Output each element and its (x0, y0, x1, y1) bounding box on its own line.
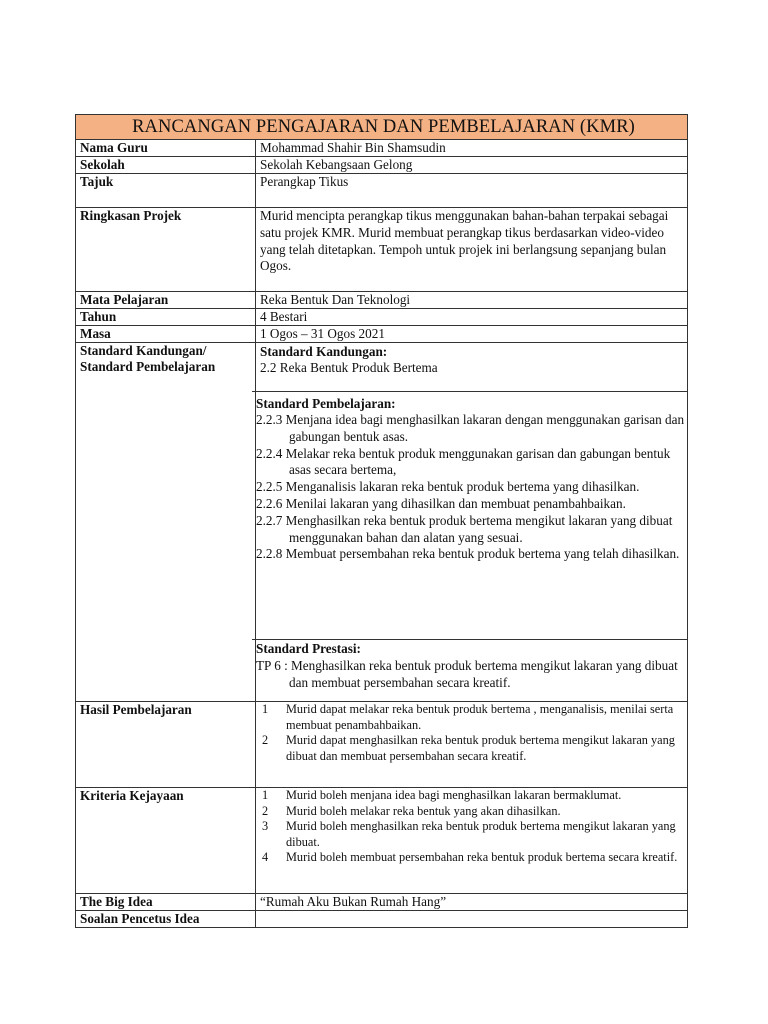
kriteria-list (256, 788, 688, 894)
pembelajaran-item: 2.2.4 Melakar reka bentuk produk menggunakan garisan dan gabungan bentuk asas secara bertema, (256, 445, 671, 478)
kandungan-heading: Standard Kandungan: (260, 344, 388, 359)
standard-pembelajaran (252, 391, 687, 639)
row-soalan (76, 911, 688, 928)
hasil-item (262, 733, 687, 764)
standard-kandungan (256, 343, 687, 391)
kriteria-item-number: 4 (262, 850, 269, 865)
label-standard-line1: Standard Kandungan/ (80, 343, 207, 358)
kriteria-item-text: Murid boleh menjana idea bagi menghasilkan lakaran bermaklumat. (286, 788, 622, 802)
kriteria-item-text: Murid boleh melakar reka bentuk yang akan dihasilkan. (286, 803, 561, 818)
pembelajaran-item: 2.2.3 Menjana idea bagi menghasilkan lakaran dengan menggunakan garisan dan gabungan bentuk asas. (256, 412, 685, 444)
row-standard (76, 343, 688, 702)
kandungan-item: 2.2 Reka Bentuk Produk Bertema (260, 360, 438, 375)
value-big-idea: “Rumah Aku Bukan Rumah Hang” (256, 894, 688, 911)
pembelajaran-item: 2.2.5 Menganalisis lakaran reka bentuk produk bertema yang dihasilkan. (256, 479, 640, 495)
hasil-item-text: Murid dapat melakar reka bentuk produk bertema , menganalisis, menilai serta membuat penambahbaikan. (286, 702, 674, 732)
hasil-list (256, 702, 688, 788)
label-kriteria: Kriteria Kejayaan (76, 788, 256, 894)
label-mata-pelajaran: Mata Pelajaran (76, 292, 256, 309)
label-standard-line2: Standard Pembelajaran (80, 359, 216, 374)
row-tahun (76, 309, 688, 326)
pembelajaran-item: 2.2.6 Menilai lakaran yang dihasilkan dan membuat penambahbaikan. (256, 495, 626, 511)
label-big-idea: The Big Idea (76, 894, 256, 911)
label-sekolah: Sekolah (76, 157, 256, 174)
document-title: RANCANGAN PENGAJARAN DAN PEMBELAJARAN (KMR) (76, 115, 688, 140)
label-ringkasan: Ringkasan Projek (76, 208, 256, 292)
prestasi-heading: Standard Prestasi: (256, 641, 361, 656)
title-row (76, 115, 688, 140)
label-standard (76, 343, 256, 702)
kriteria-item (262, 804, 687, 820)
pembelajaran-item: 2.2.8 Membuat persembahan reka bentuk produk bertema yang telah dihasilkan. (256, 546, 680, 562)
kriteria-item-number: 3 (262, 819, 269, 834)
label-tahun: Tahun (76, 309, 256, 326)
hasil-item-text: Murid dapat menghasilkan reka bentuk produk bertema mengikut lakaran yang dibuat dan membuat persembahan secara kreatif. (286, 733, 675, 763)
row-kriteria (76, 788, 688, 894)
standard-prestasi (252, 639, 687, 701)
hasil-item-number: 2 (262, 733, 269, 748)
kriteria-item-number: 1 (262, 788, 269, 802)
row-ringkasan (76, 208, 688, 292)
kriteria-item-text: Murid boleh menghasilkan reka bentuk produk bertema mengikut lakaran yang dibuat. (286, 819, 676, 849)
pembelajaran-heading: Standard Pembelajaran: (256, 396, 396, 411)
row-hasil (76, 702, 688, 788)
value-ringkasan: Murid mencipta perangkap tikus menggunakan bahan-bahan terpakai sebagai satu projek KMR. Murid membuat perangkap tikus berdasarkan video-video yang telah ditetapkan. Tempoh untuk projek ini berlangsung sepanjang bulan Ogos. (256, 208, 688, 292)
row-nama-guru (76, 140, 688, 157)
value-sekolah: Sekolah Kebangsaan Gelong (256, 157, 688, 174)
row-big-idea (76, 894, 688, 911)
lesson-plan-table (75, 114, 688, 928)
prestasi-item: TP 6 : Menghasilkan reka bentuk produk bertema mengikut lakaran yang dibuat dan membuat persembahan secara kreatif. (256, 658, 678, 690)
kriteria-item-text: Murid boleh membuat persembahan reka bentuk produk bertema secara kreatif. (286, 850, 678, 865)
label-masa: Masa (76, 326, 256, 343)
value-tajuk: Perangkap Tikus (256, 174, 688, 208)
value-mata-pelajaran: Reka Bentuk Dan Teknologi (256, 292, 688, 309)
label-nama-guru: Nama Guru (76, 140, 256, 157)
label-hasil: Hasil Pembelajaran (76, 702, 256, 788)
value-soalan (256, 911, 688, 928)
row-masa (76, 326, 688, 343)
value-masa: 1 Ogos – 31 Ogos 2021 (256, 326, 688, 343)
kriteria-item-number: 2 (262, 803, 269, 818)
kriteria-item (262, 819, 687, 850)
value-tahun: 4 Bestari (256, 309, 688, 326)
standard-cell (256, 343, 688, 702)
kriteria-item (262, 850, 687, 866)
value-nama-guru: Mohammad Shahir Bin Shamsudin (256, 140, 688, 157)
pembelajaran-item: 2.2.7 Menghasilkan reka bentuk produk bertema mengikut lakaran yang dibuat menggunakan bahan dan alatan yang sesuai. (256, 512, 673, 545)
kriteria-item (262, 788, 687, 804)
label-soalan: Soalan Pencetus Idea (76, 911, 256, 928)
label-tajuk: Tajuk (76, 174, 256, 208)
hasil-item-number: 1 (262, 702, 269, 716)
row-tajuk (76, 174, 688, 208)
hasil-item (262, 702, 687, 733)
row-sekolah (76, 157, 688, 174)
row-mata-pelajaran (76, 292, 688, 309)
